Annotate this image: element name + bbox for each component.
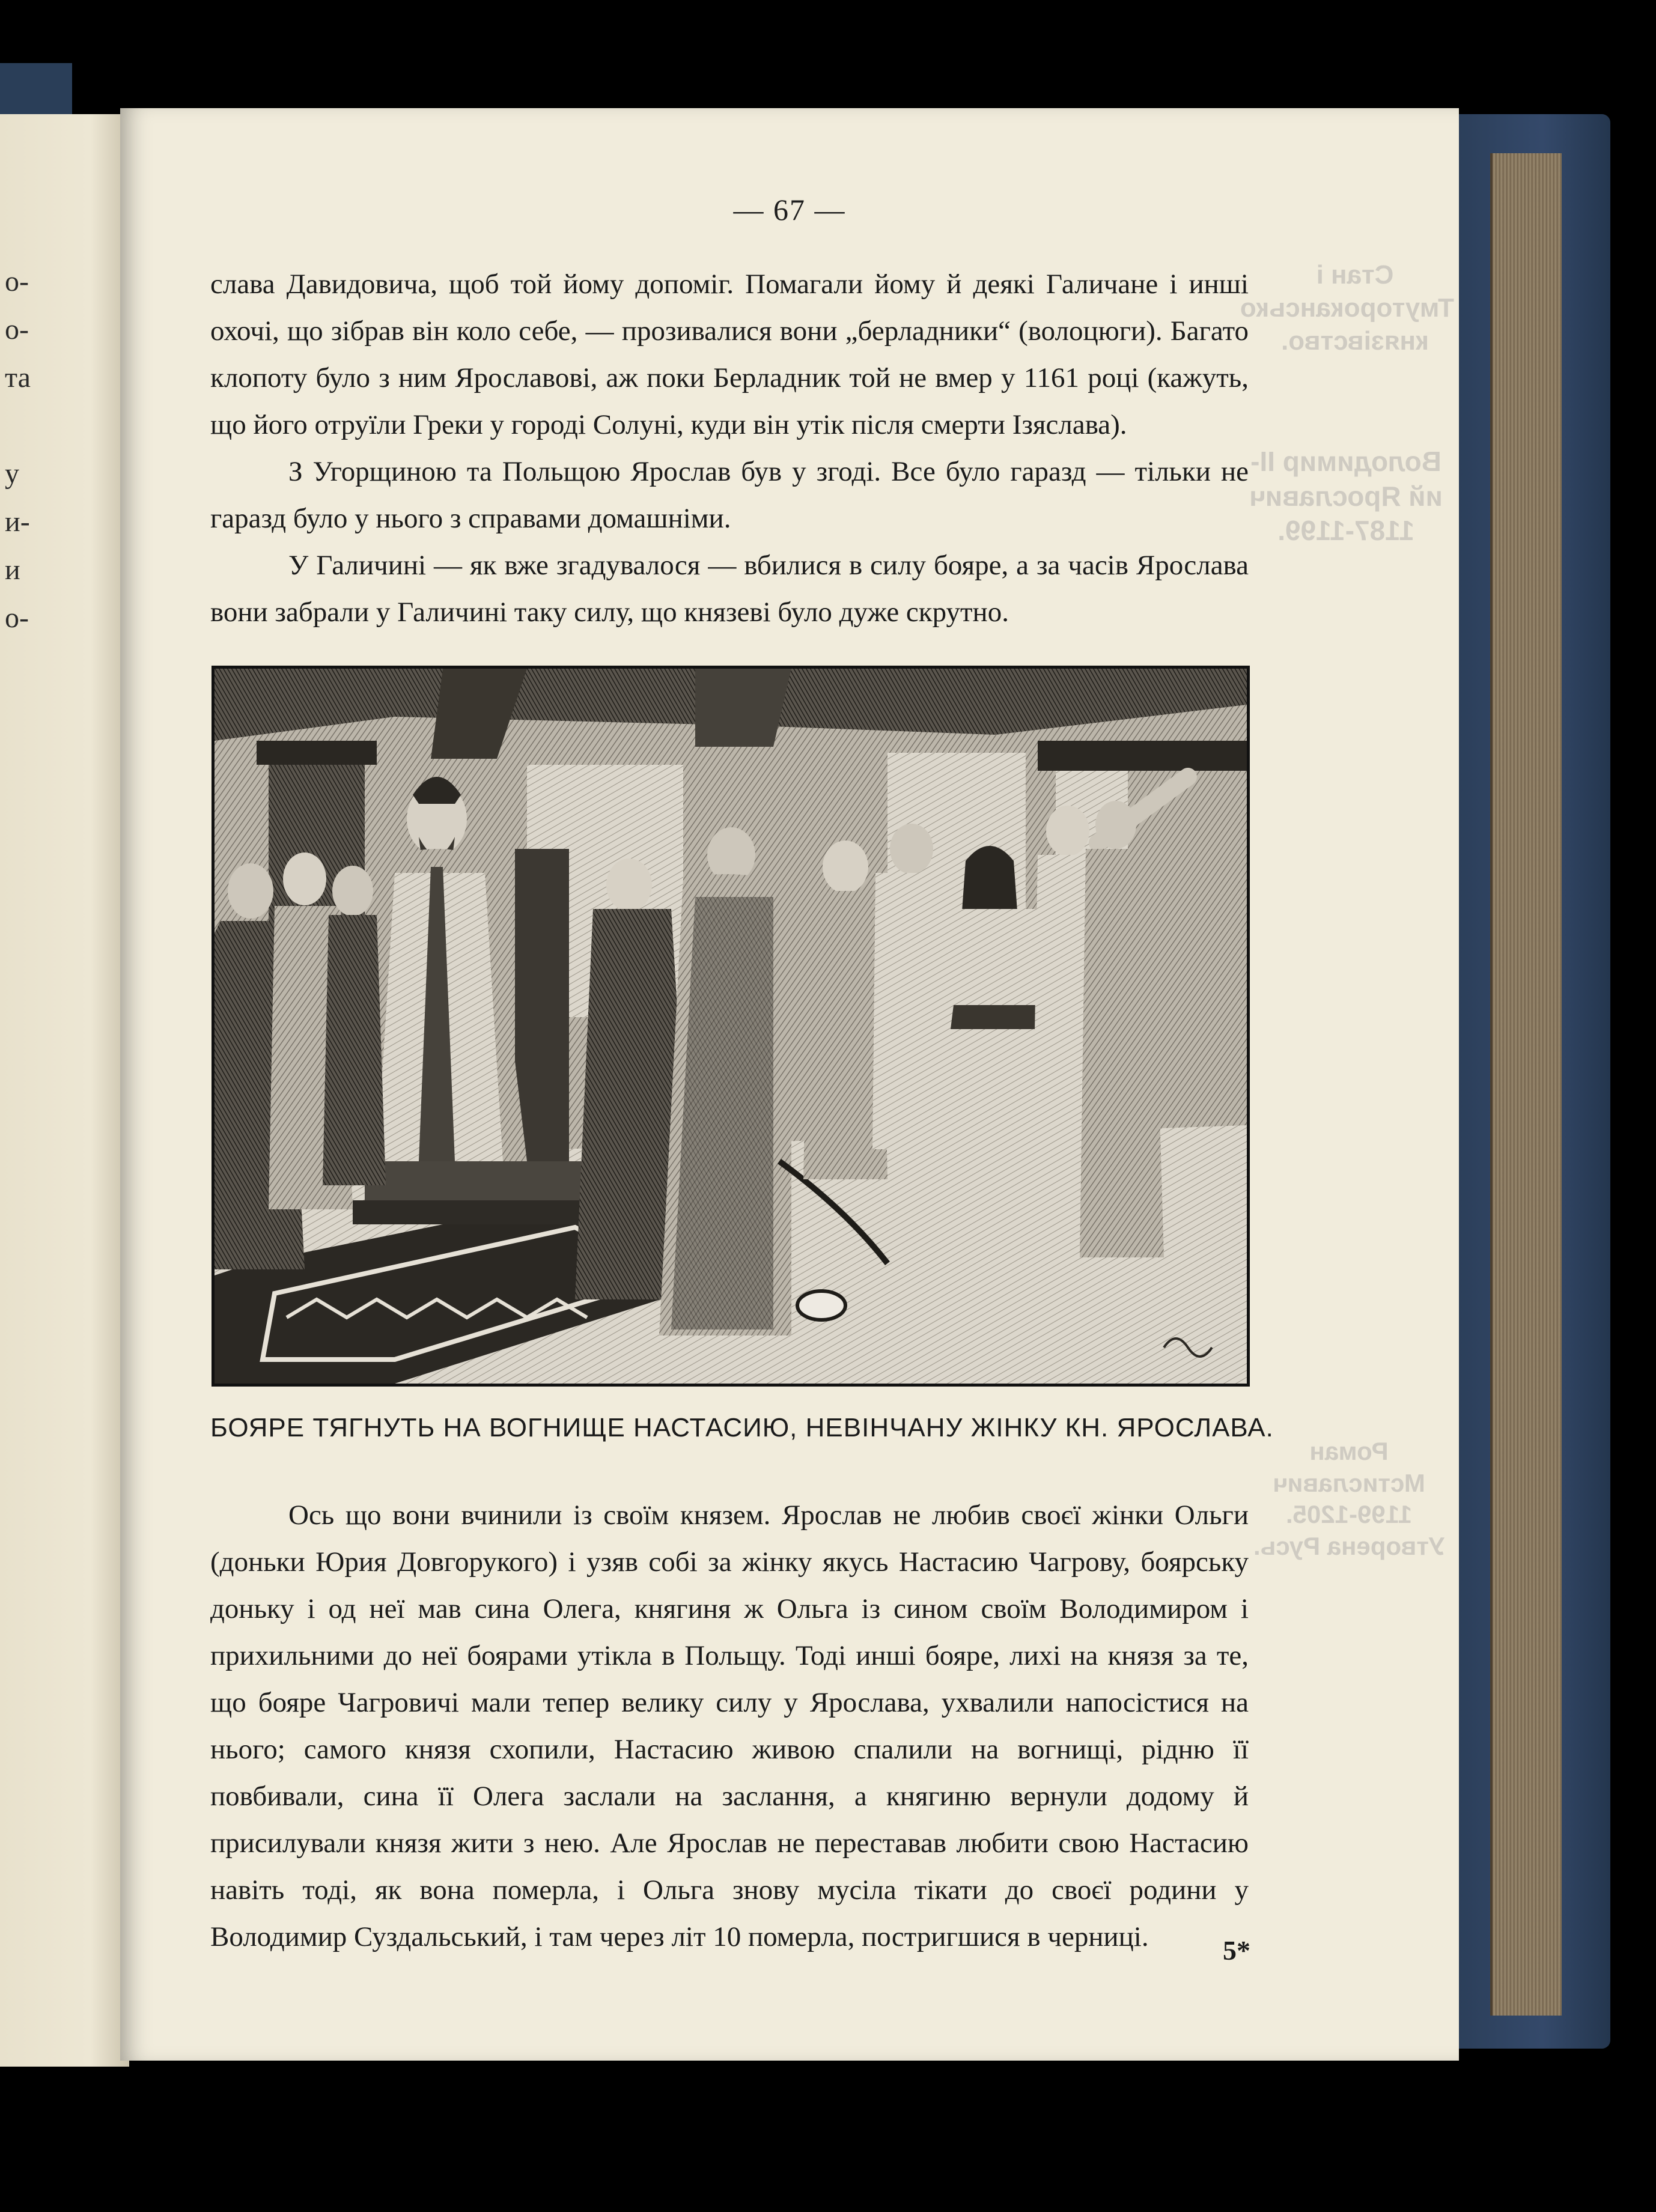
left-page-fragment: и- (5, 506, 30, 538)
illustration-caption: БОЯРЕ ТЯГНУТЬ НА ВОГНИЩЕ НАСТАСИЮ, НЕВІНЧАНУ ЖІНКУ КН. ЯРОСЛАВА. (210, 1413, 1274, 1442)
page-number: — 67 — (733, 193, 846, 226)
paragraph: Ось що вони вчинили із своїм князем. Ярослав не любив своєї жінки Ольги (доньки Юрия Довгорукого) і узяв собі за жінку якусь Настасию Чагрову, боярську доньку і од неї мав сина Олега, княгиня ж Ольга із сином своїм Володимиром і прихильними до неї боярами утікла в Польщу. Тоді инші бояре, лихі на князя за те, що бояре Чагровичі мали тепер велику силу у Ярослава, ухвалили напосістися на нього; самого князя схопили, Настасию живою спалили на вогнищі, рідню її повбивали, сина її Олега заслали на заслання, а княгиню вернули додому й присилували князя жити з нею. Але Ярослав не переставав любити свою Настасию навіть тоді, як вона померла, і Ольга знову мусіла тікати до своєї родини у Володимир Суздальський, і там через літ 10 померла, постригшися в черниці. (210, 1499, 1249, 1952)
left-page-fragment: о- (5, 602, 29, 634)
bleed-through-note: Роман Мстиславич 1199-1205. Утворена Русь. (1253, 1437, 1445, 1560)
page-edges (1490, 153, 1562, 2016)
left-page-fragment: о- (5, 266, 29, 297)
paragraph: слава Давидовича, щоб той йому допоміг. Помагали йому й деякі Галичане і инші охочі, що зібрав він коло себе, — прозивалися вони „берладники“ (волоцюги). Багато клопоту було з ним Ярославові, аж поки Берладник той не вмер у 1161 році (кажуть, що його отруїли Греки у городі Солуні, куди він утік після смерти Ізяслава). (210, 269, 1249, 440)
engraving-scene (215, 669, 1247, 1384)
bleed-through-note: Володимир ІІ-ий Ярославич 1187-1199. (1249, 446, 1443, 546)
previous-page (0, 114, 129, 2067)
top-text (210, 261, 1249, 636)
left-page-fragment: о- (5, 314, 29, 345)
left-page-fragment: у (5, 458, 19, 490)
left-page-fragment: и (5, 554, 20, 586)
book-page (120, 108, 1459, 2061)
printer-signature: 5* (1223, 1935, 1250, 1966)
paragraph: З Угорщиною та Польщою Ярослав був у згоді. Все було гаразд — тільки не гаразд було у нього з справами домашніми. (210, 456, 1249, 534)
bottom-text (210, 1492, 1249, 1960)
engraving-illustration (212, 666, 1250, 1387)
bleed-through-note: Стан і Тмуторокансько князівство. (1240, 260, 1454, 356)
paragraph: У Галичині — як вже згадувалося — вбилися в силу бояре, а за часів Ярослава вони забрали у Галичині таку силу, що князеві було дуже скрутно. (210, 550, 1249, 628)
left-page-fragment: та (5, 362, 31, 393)
